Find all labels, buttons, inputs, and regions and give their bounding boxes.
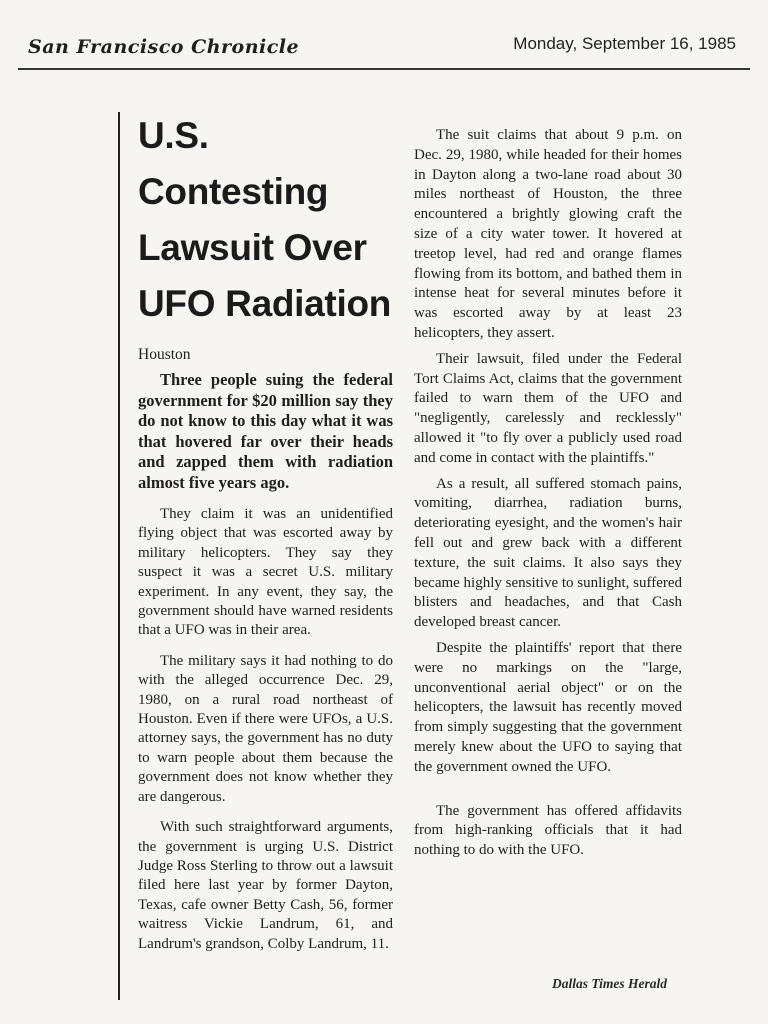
body-paragraph: As a result, all suffered stomach pains, vomiting, diarrhea, radiation burns, deteriorating eyesight, and the women's hair fell out and grew back with a different texture, the suit claims. It also says they became highly sensitive to sunlight, suffered blisters and headaches, and that Cash developed breast cancer. bbox=[414, 475, 683, 631]
body-paragraph: Despite the plaintiffs' report that there were no markings on the "large, unconventional aerial object" or on the helicopters, the lawsuit has recently moved from simply suggesting that the government merely knew about the UFO to saying that the government owned the UFO. bbox=[414, 639, 682, 775]
lede-paragraph: Three people suing the federal government for $20 million say they do not know to this day what it was that hovered far over their heads and zapped them with radiation almost five years ago. bbox=[138, 370, 393, 492]
headline-line: UFO Radiation bbox=[138, 283, 392, 324]
paper-date: Monday, September 16, 1985 bbox=[513, 34, 736, 53]
headline bbox=[138, 108, 393, 332]
masthead bbox=[18, 30, 750, 70]
source-credit: Dallas Times Herald bbox=[552, 976, 667, 991]
headline-line: Lawsuit Over bbox=[138, 227, 367, 268]
headline-line: U.S. Contesting bbox=[138, 115, 329, 212]
article-right-column bbox=[414, 126, 682, 867]
article-left-column bbox=[138, 108, 393, 965]
paper-name: San Francisco Chronicle bbox=[28, 36, 300, 58]
body-paragraph: The military says it had nothing to do with the alleged occurrence Dec. 29, 1980, on a rural road northeast of Houston. Even if there were UFOs, a U.S. attorney says, the government has no duty to warn people about them because the government does not know whether they are dangerous. bbox=[138, 652, 393, 805]
body-paragraph: The suit claims that about 9 p.m. on Dec. 29, 1980, while headed for their homes in Dayton along a two-lane road about 30 miles northeast of Houston, the three encountered a brightly glowing craft the size of a city water tower. It hovered at treetop level, had red and orange flames flowing from its bottom, and bathed them in intense heat for several minutes before it was escorted away by at least 23 helicopters, they assert. bbox=[414, 127, 682, 341]
body-paragraph: They claim it was an unidentified flying object that was escorted away by military helicopters. They say they suspect it was a secret U.S. military experiment. In any event, they say, the government should have warned residents that a UFO was in their area. bbox=[138, 506, 393, 639]
body-paragraph: With such straightforward arguments, the government is urging U.S. District Judge Ross Sterling to throw out a lawsuit filed here last year by former Dayton, Texas, cafe owner Betty Cash, 56, former waitress Vickie Landrum, 61, and Landrum's grandson, Colby Landrum, 11. bbox=[138, 819, 393, 952]
body-paragraph: Their lawsuit, filed under the Federal Tort Claims Act, claims that the government failed to warn them of the UFO and "negligently, carelessly and recklessly" allowed it "to fly over a publicly used road and come in contact with the plaintiffs." bbox=[414, 350, 682, 466]
body-paragraph: The government has offered affidavits from high-ranking officials that it had nothing to do with the UFO. bbox=[414, 802, 682, 859]
dateline: Houston bbox=[138, 346, 191, 363]
column-rule bbox=[118, 112, 120, 1000]
